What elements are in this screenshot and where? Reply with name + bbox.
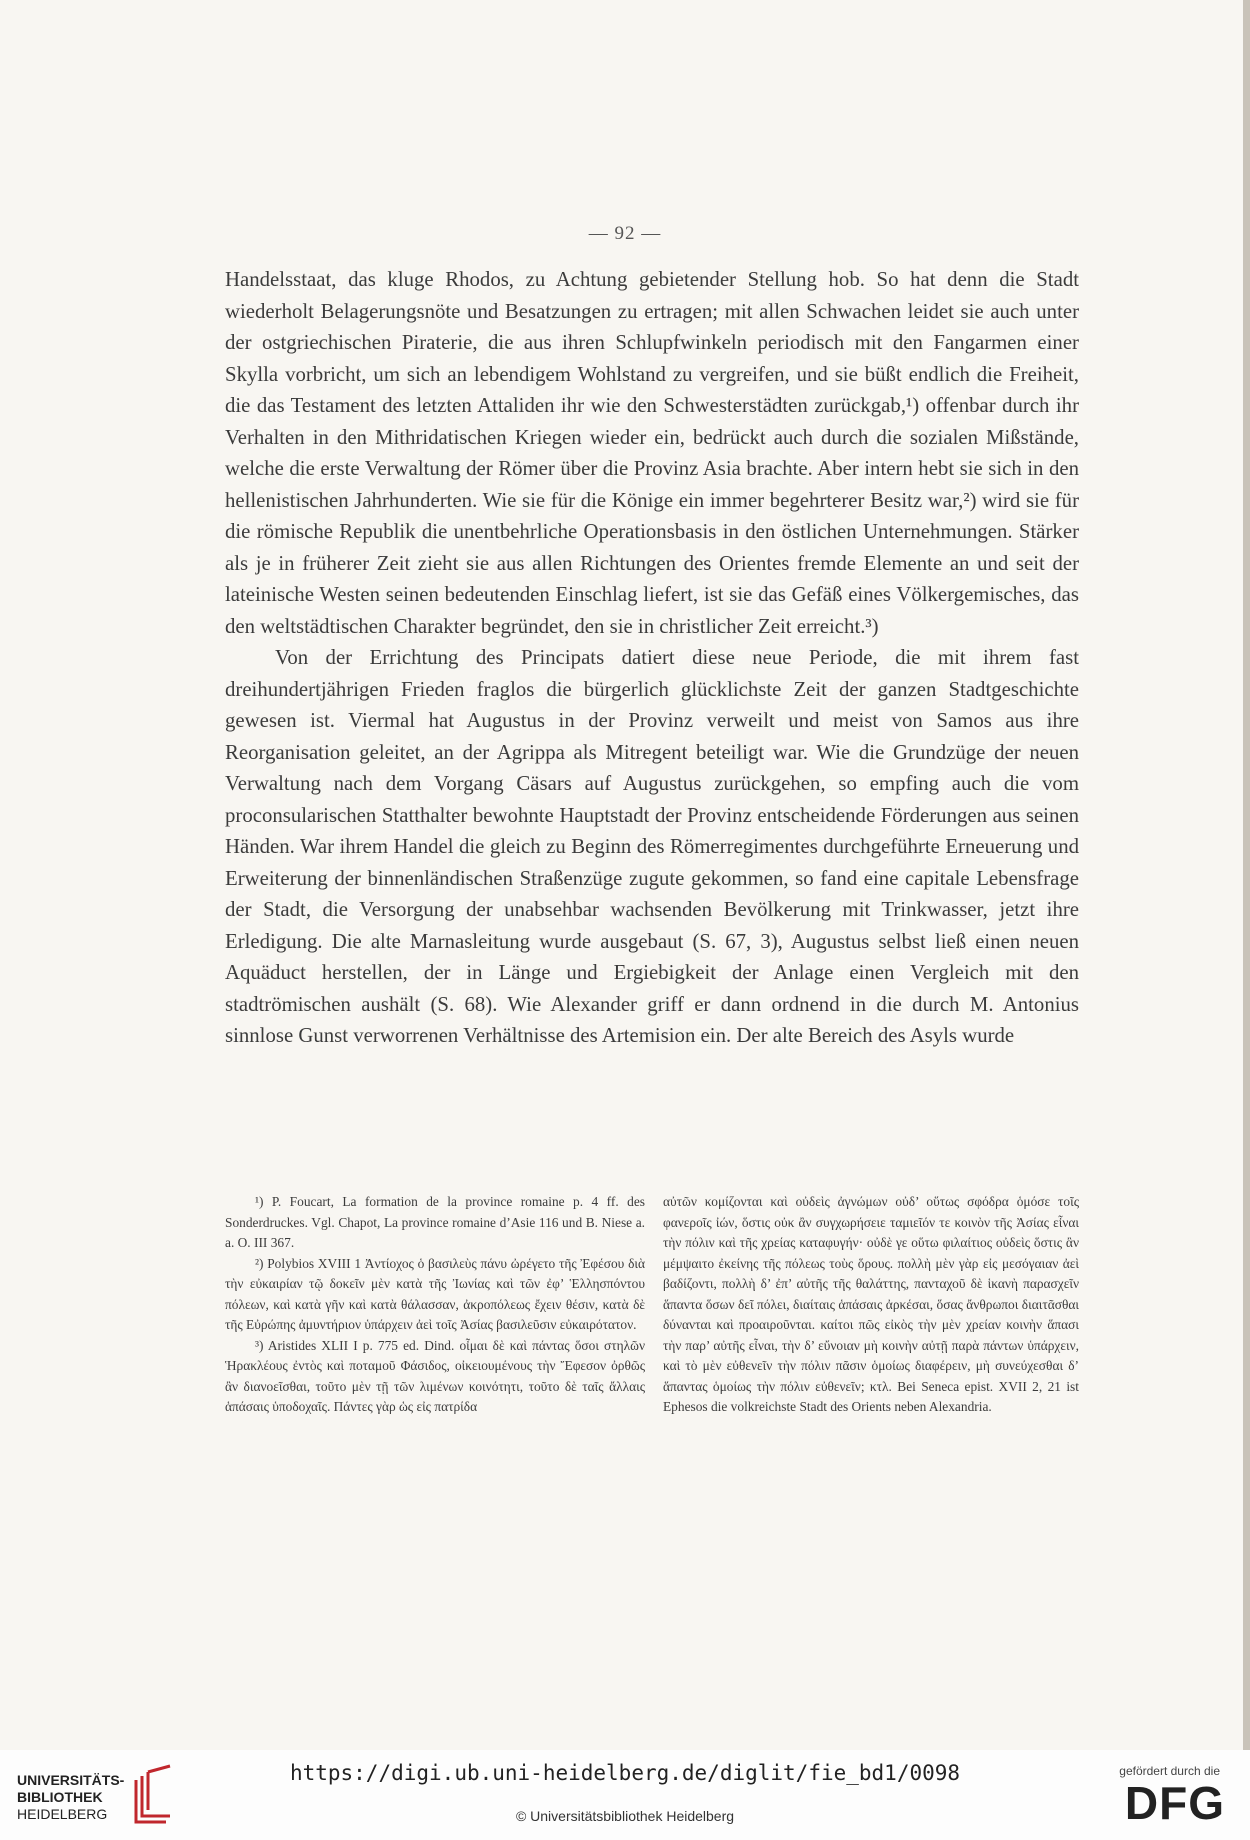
footnote-3: ³) Aristides XLII I p. 775 ed. Dind. οἶμαι δὲ καὶ πάντας ὅσοι στηλῶν Ἡρακλέους ἐντὸς καὶ ποταμοῦ Φάσιδος, οἰκειουμένους τὴν Ἔφεσον ὀρθῶς ἂν διανοεῖσθαι, τοῦτο μὲν τῇ τῶν λιμένων κοινότητι, τοῦτο δὲ ταῖς ἄλλαις ἁπάσαις ὑποδοχαῖς. Πάντες γὰρ ὡς εἰς πατρίδα: [225, 1337, 645, 1414]
footnotes-left-column: [225, 1192, 645, 1418]
footnote-2: ²) Polybios XVIII 1 Ἀντίοχος ὁ βασιλεὺς πάνυ ὠρέγετο τῆς Ἐφέσου διὰ τὴν εὐκαιρίαν τῷ δοκεῖν μὲν κατὰ τῆς Ἰωνίας καὶ τῶν ἐφ’ Ἑλλησπόντου πόλεων, καὶ κατὰ γῆν καὶ κατὰ θάλασσαν, ἀκροπόλεως ἔχειν θέσιν, κατὰ δὲ τῆς Εὐρώπης ἀμυντήριον ὑπάρχειν ἀεὶ τοῖς Ἀσίας βασιλεῦσιν εὐκαιρότατον.: [225, 1255, 645, 1332]
paragraph-1: Handelsstaat, das kluge Rhodos, zu Achtung gebietender Stellung hob. So hat denn die Stadt wiederholt Belagerungsnöte und Besatzungen zu ertragen; mit allen Schwachen leidet sie auch unter der ostgriechischen Piraterie, die aus ihren Schlupfwinkeln periodisch mit den Fangarmen einer Skylla vorbricht, um sich an lebendigem Wohlstand zu vergreifen, und sie büßt endlich die Freiheit, die das Testament des letzten Attaliden ihr wie den Schwesterstädten zurückgab,¹) offenbar durch ihr Verhalten in den Mithridatischen Kriegen wieder ein, bedrückt auch durch die sozialen Mißstände, welche die erste Verwaltung der Römer über die Provinz Asia brachte. Aber intern hebt sie sich in den hellenistischen Jahrhunderten. Wie sie für die Könige ein immer begehrterer Besitz war,²) wird sie für die römische Republik die unentbehrliche Operationsbasis in den östlichen Unternehmungen. Stärker als je in früherer Zeit zieht sie aus allen Richtungen des Orientes fremde Elemente an und seit der lateinische Westen seinen bedeutenden Einschlag liefert, ist sie das Gefäß eines Völkergemisches, das den weltstädtischen Charakter begründet, den sie in christlicher Zeit erreicht.³): [225, 268, 1079, 638]
page-number: — 92 —: [588, 223, 662, 244]
footnotes-right-column: [663, 1192, 1079, 1418]
paragraph-2: Von der Errichtung des Principats datiert diese neue Periode, die mit ihrem fast dreihundertjährigen Frieden fraglos die bürgerlich glücklichste Zeit der ganzen Stadtgeschichte gewesen ist. Viermal hat Augustus in der Provinz verweilt und meist von Samos aus ihre Reorganisation geleitet, an der Agrippa als Mitregent beteiligt war. Wie die Grundzüge der neuen Verwaltung nach dem Vorgang Cäsars auf Augustus zurückgehen, so empfing auch die vom proconsularischen Statthalter bewohnte Hauptstadt der Provinz entscheidende Förderungen aus seinen Händen. War ihrem Handel die gleich zu Beginn des Römerregimentes durchgeführte Erneuerung und Erweiterung der binnenländischen Straßenzüge zugute gekommen, so fand eine capitale Lebensfrage der Stadt, die Versorgung der unabsehbar wachsenden Bevölkerung mit Trinkwasser, jetzt ihre Erledigung. Die alte Marnasleitung wurde ausgebaut (S. 67, 3), Augustus selbst ließ einen neuen Aquäduct herstellen, der in Länge und Ergiebigkeit der Anlage einen Vergleich mit den stadtrömischen aushält (S. 68). Wie Alexander griff er dann ordnend in die durch M. Antonius sinnlose Gunst verworrenen Verhältnisse des Artemision ein. Der alte Bereich des Asyls wurde: [225, 646, 1079, 1047]
main-text: [225, 264, 1079, 1052]
footnote-3-continued: αὐτῶν κομίζονται καὶ οὐδεὶς ἀγνώμων οὐδ’ οὕτως σφόδρα ὁμόσε τοῖς φανεροῖς ἰών, ὅστις οὐκ ἂν συγχωρήσειε ταμιεῖόν τε κοινὸν τῆς Ἀσίας εἶναι τὴν πόλιν καὶ τῆς χρείας καταφυγήν· οὐδὲ γε οὕτω φιλαίτιος οὐδεὶς ὅστις ἂν μέμψαιτο ἐκείνης τῆς πόλεως τοὺς ὅρους. πολλὴ μὲν γὰρ εἰς μεσόγαιαν ἀεὶ βαδίζοντι, πολλὴ δ’ ἐπ’ αὐτῆς τῆς θαλάττης, πανταχοῦ δὲ ἱκανὴ παρασχεῖν ἅπαντα ὅσων δεῖ πόλει, διαίταις ἁπάσαις ἀρκέσαι, ὅσας ἄνθρωποι διαιτᾶσθαι δύνανται καὶ προαιροῦνται. καίτοι πῶς εἰκὸς τὴν μὲν χρείαν κοινὴν ἅπασι τὴν παρ’ αὐτῆς εἶναι, τὴν δ’ εὔνοιαν μὴ κοινὴν αὐτῇ παρὰ πάντων ὑπάρχειν, καὶ τὸ μὲν εὐθενεῖν τὴν πόλιν πᾶσιν ὁμοίως διαφέρειν, μὴ συνεύχεσθαι δ’ ἅπαντας ὁμοίως τὴν πόλιν εὐθενεῖν; κτλ. Bei Seneca epist. XVII 2, 21 ist Ephesos die volkreichste Stadt des Orients neben Alexandria.: [663, 1194, 1079, 1414]
funded-by-label: gefördert durch die: [1119, 1764, 1220, 1778]
library-name-line2: BIBLIOTHEK: [17, 1789, 103, 1805]
dfg-logo: DFG: [1124, 1777, 1225, 1829]
page-edge: [1243, 0, 1250, 1750]
permalink-url[interactable]: https://digi.ub.uni-heidelberg.de/diglit/fie_bd1/0098: [289, 1761, 961, 1785]
library-name-line3: HEIDELBERG: [17, 1806, 108, 1822]
footnote-1: ¹) P. Foucart, La formation de la province romaine p. 4 ff. des Sonderdruckes. Vgl. Chapot, La province romaine d’Asie 116 und B. Niese a. a. O. III 367.: [225, 1194, 645, 1250]
copyright-notice: © Universitätsbibliothek Heidelberg: [515, 1808, 735, 1824]
library-name-line1: UNIVERSITÄTS-: [17, 1772, 125, 1788]
